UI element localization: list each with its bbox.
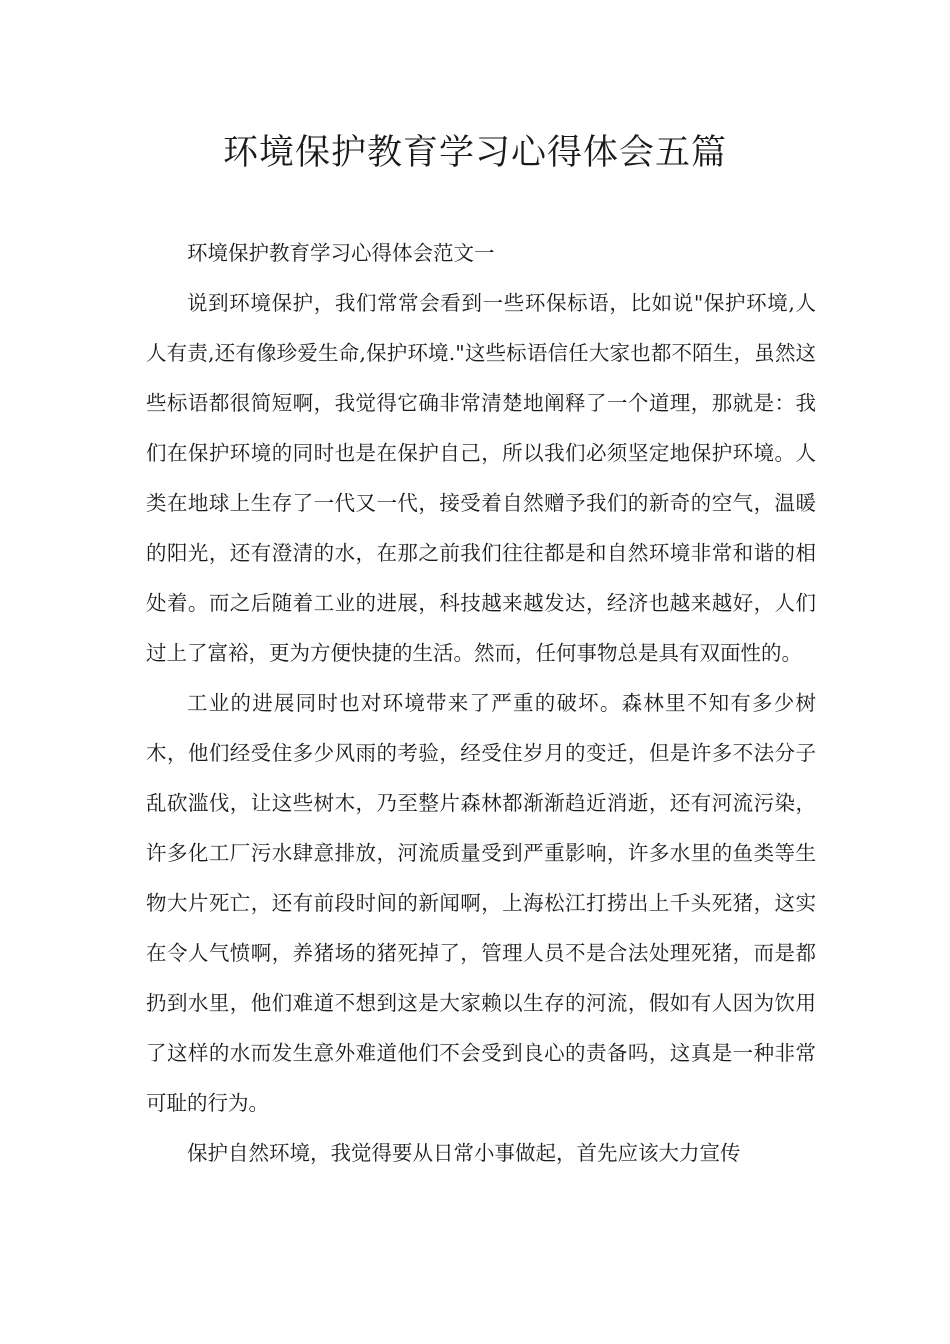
document-title: 环境保护教育学习心得体会五篇 bbox=[222, 133, 727, 173]
section-heading: 环境保护教育学习心得体会范文一 bbox=[187, 241, 495, 265]
document-body bbox=[146, 228, 816, 1178]
paragraph: 说到环境保护，我们常常会看到一些环保标语，比如说"保护环境,人人有责,还有像珍爱生命,保护环境."这些标语信任大家也都不陌生，虽然这些标语都很简短啊，我觉得它确非常清楚地阐释了一个道理，那就是：我们在保护环境的同时也是在保护自己，所以我们必须坚定地保护环境。人类在地球上生存了一代又一代，接受着自然赠予我们的新奇的空气，温暖的阳光，还有澄清的水，在那之前我们往往都是和自然环境非常和谐的相处着。而之后随着工业的进展，科技越来越发达，经济也越来越好，人们过上了富裕，更为方便快捷的生活。然而，任何事物总是具有双面性的。 bbox=[146, 291, 816, 665]
paragraph: 保护自然环境，我觉得要从日常小事做起，首先应该大力宣传 bbox=[187, 1141, 741, 1165]
paragraph: 工业的进展同时也对环境带来了严重的破坏。森林里不知有多少树木，他们经受住多少风雨的考验，经受住岁月的变迁，但是许多不法分子乱砍滥伐，让这些树木，乃至整片森林都渐渐趋近消逝，还有河流污染，许多化工厂污水肆意排放，河流质量受到严重影响，许多水里的鱼类等生物大片死亡，还有前段时间的新闻啊，上海松江打捞出上千头死猪，这实在令人气愤啊，养猪场的猪死掉了，管理人员不是合法处理死猪，而是都扔到水里，他们难道不想到这是大家赖以生存的河流，假如有人因为饮用了这样的水而发生意外难道他们不会受到良心的责备吗，这真是一种非常可耻的行为。 bbox=[146, 691, 816, 1115]
